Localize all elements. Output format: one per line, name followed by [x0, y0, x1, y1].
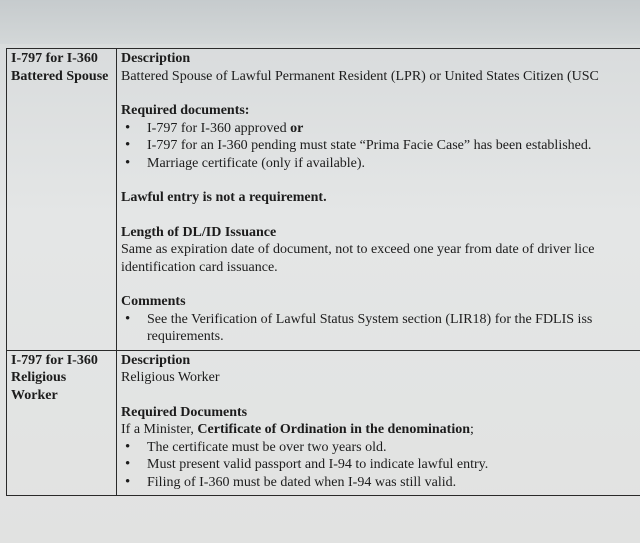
details-cell	[117, 350, 640, 496]
comments-heading: Comments	[121, 294, 186, 309]
lawful-entry-note: Lawful entry is not a requirement.	[121, 190, 327, 205]
list-item: • See the Verification of Lawful Status System section (LIR18) for the FDLIS iss requirements.	[121, 311, 640, 346]
list-item: • I-797 for I-360 approved or	[121, 120, 640, 138]
issuance-length-text-cont: identification card issuance.	[121, 259, 278, 275]
comments-list	[121, 311, 640, 346]
document-type-cell	[7, 350, 117, 496]
details-cell	[117, 49, 640, 351]
list-item: • I-797 for an I-360 pending must state “Prima Facie Case” has been established.	[121, 137, 640, 155]
required-documents-list	[121, 439, 640, 492]
page-top-shadow	[0, 0, 640, 44]
table-row	[7, 350, 640, 496]
list-item: • The certificate must be over two years old.	[121, 439, 640, 457]
list-item: • Filing of I-360 must be dated when I-94 was still valid.	[121, 474, 640, 492]
list-item: • Marriage certificate (only if available).	[121, 155, 640, 173]
lawful-status-table	[6, 48, 640, 496]
document-category: Battered Spouse	[11, 68, 109, 84]
document-category-cont: Worker	[11, 387, 58, 403]
minister-requirement: If a Minister, Certificate of Ordination in the denomination;	[121, 422, 474, 437]
document-type-cell	[7, 49, 117, 351]
document-code: I-797 for I-360	[11, 352, 98, 368]
description-heading: Description	[121, 352, 191, 368]
description-text: Religious Worker	[121, 370, 220, 385]
issuance-length-heading: Length of DL/ID Issuance	[121, 224, 277, 240]
required-documents-heading: Required documents:	[121, 103, 250, 118]
description-text: Battered Spouse of Lawful Permanent Resident (LPR) or United States Citizen (USC	[121, 68, 599, 84]
list-item: • Must present valid passport and I-94 to indicate lawful entry.	[121, 456, 640, 474]
table-row	[7, 49, 640, 351]
document-category: Religious	[11, 370, 67, 385]
required-documents-heading: Required Documents	[121, 404, 248, 420]
description-heading: Description	[121, 51, 191, 66]
issuance-length-text: Same as expiration date of document, not to exceed one year from date of driver lice	[121, 242, 595, 257]
document-code: I-797 for I-360	[11, 51, 98, 66]
required-documents-list	[121, 120, 640, 173]
